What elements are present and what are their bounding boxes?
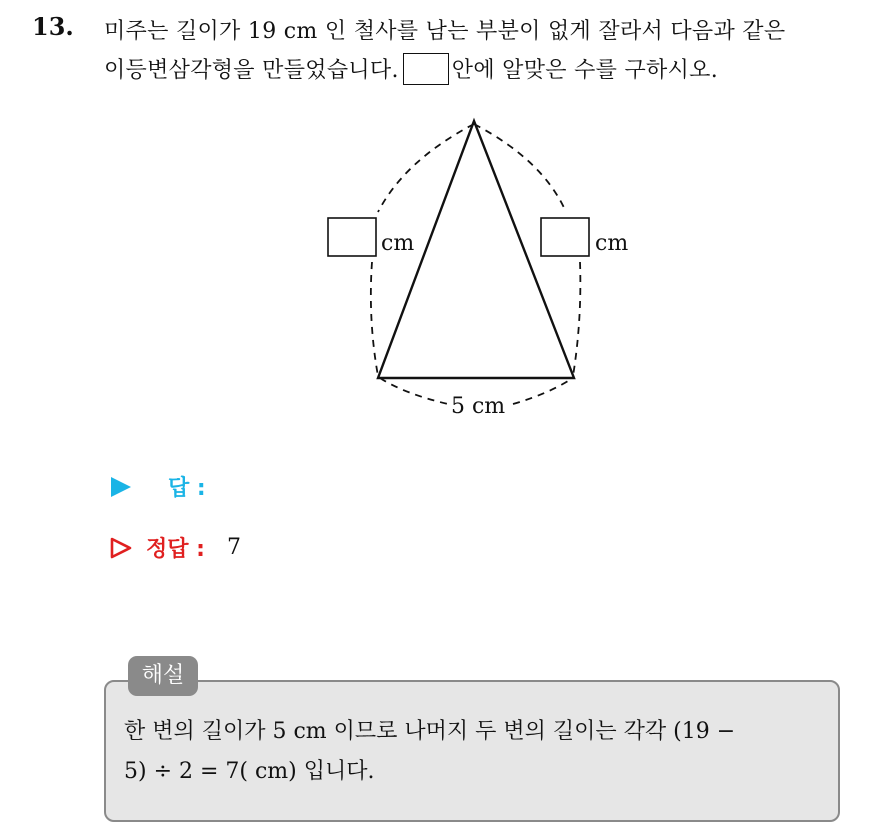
explanation-line1: 한 변의 길이가 5 cm 이므로 나머지 두 변의 길이는 각각 (19 − [124, 719, 736, 744]
base-arc-right [513, 378, 573, 404]
left-side-unit-label: cm [381, 231, 415, 256]
right-side-arc-bottom [573, 262, 580, 376]
question-number: 13. [32, 12, 74, 41]
right-side-arc-top [474, 124, 566, 212]
left-side-arc-bottom [371, 262, 378, 376]
answer-row [110, 471, 228, 502]
right-side-unit-label: cm [595, 231, 629, 256]
question-text-line2-after: 안에 알맞은 수를 구하시오. [451, 58, 719, 83]
outline-triangle-marker-icon [110, 536, 132, 560]
explanation-tab: 해설 [128, 656, 198, 696]
explanation-box [104, 680, 840, 822]
explanation-text [124, 712, 824, 792]
right-side-blank-box [541, 218, 589, 256]
left-side-blank-box [328, 218, 376, 256]
left-side-arc-top [378, 124, 474, 212]
correct-answer-value: 7 [226, 535, 241, 560]
correct-answer-row [110, 532, 241, 563]
base-arc-left [380, 378, 448, 404]
question-text-line1: 미주는 길이가 19 cm 인 철사를 남는 부분이 없게 잘라서 다음과 같은 [104, 19, 786, 44]
correct-answer-label: 정답 : [146, 537, 205, 562]
base-length-label: 5 cm [451, 394, 506, 419]
explanation-line2: 5) ÷ 2 = 7( cm) 입니다. [124, 759, 375, 784]
answer-label: 답 : [168, 476, 206, 501]
question-text-line2-before: 이등변삼각형을 만들었습니다. [104, 58, 399, 83]
filled-triangle-marker-icon [110, 475, 132, 499]
